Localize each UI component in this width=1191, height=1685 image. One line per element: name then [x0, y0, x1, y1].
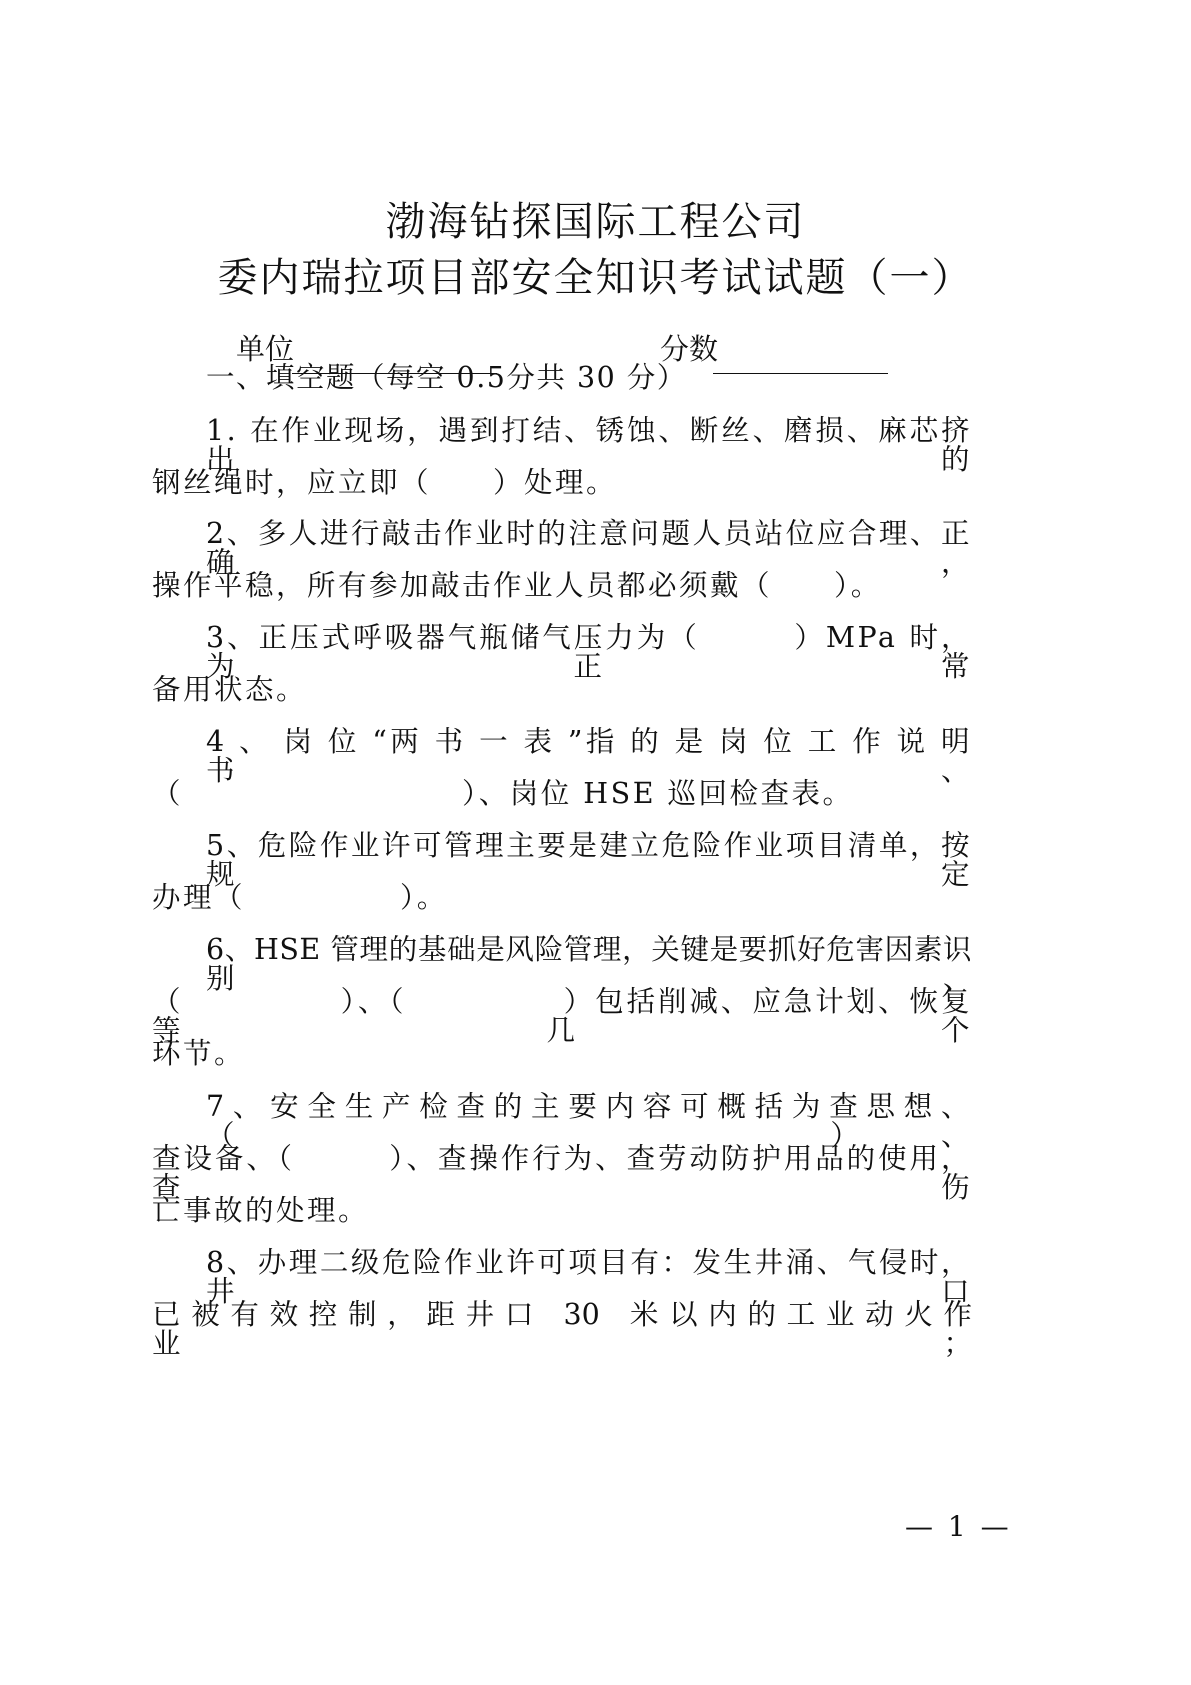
- document-title-line-1: 渤海钻探国际工程公司: [385, 199, 806, 245]
- question-3-line-1: 3、正压式呼吸器气瓶储气压力为（ ）MPa 时，为正常: [206, 621, 972, 683]
- question-1-line-2: 钢丝绳时，应立即（ ）处理。: [152, 466, 618, 499]
- question-2-line-2: 操作平稳，所有参加敲击作业人员都必须戴（ ）。: [152, 569, 882, 602]
- question-6-line-2: （ ）、（ ）包括削减、应急计划、恢复等几个: [152, 985, 972, 1047]
- question-2-line-1: 2、多人进行敲击作业时的注意问题人员站位应合理、正确，: [206, 517, 972, 579]
- question-7-line-1: 7、安全生产检查的主要内容可概括为查思想、（ ）、: [206, 1090, 972, 1152]
- question-1-line-1: 1. 在作业现场，遇到打结、锈蚀、断丝、磨损、麻芯挤出的: [206, 414, 972, 476]
- score-blank-line[interactable]: [713, 373, 888, 374]
- page-number: — 1 —: [905, 1510, 1012, 1543]
- unit-label: 单位: [236, 332, 295, 366]
- question-6-line-3: 环节。: [152, 1037, 246, 1070]
- question-6-line-1: 6、HSE 管理的基础是风险管理，关键是要抓好危害因素识别、: [206, 933, 972, 995]
- question-8-line-2: 已 被 有 效 控 制 ， 距 井 口 30 米 以 内 的 工 业 动 火 作 业 ；: [152, 1298, 972, 1360]
- question-7-line-2: 查设备、（ ）、查操作行为、查劳动防护用品的使用，查伤: [152, 1142, 972, 1204]
- section-heading: 一、填空题（每空 0.5分共 30 分）: [206, 361, 687, 394]
- document-title-line-2: 委内瑞拉项目部安全知识考试试题（一）: [217, 255, 974, 301]
- question-8-line-1: 8、办理二级危险作业许可项目有：发生井涌、气侵时，井口: [206, 1246, 972, 1308]
- question-4-line-1: 4 、 岗 位 “两 书 一 表 ”指 的 是 岗 位 工 作 说 明 书 、: [206, 725, 972, 787]
- question-4-line-2: （ ）、岗位 HSE 巡回检查表。: [152, 777, 854, 810]
- question-5-line-2: 办理（ ）。: [152, 881, 448, 914]
- score-label: 分数: [660, 332, 719, 366]
- question-3-line-2: 备用状态。: [152, 673, 308, 706]
- question-7-line-3: 亡事故的处理。: [152, 1194, 370, 1227]
- question-5-line-1: 5、危险作业许可管理主要是建立危险作业项目清单，按规定: [206, 829, 972, 891]
